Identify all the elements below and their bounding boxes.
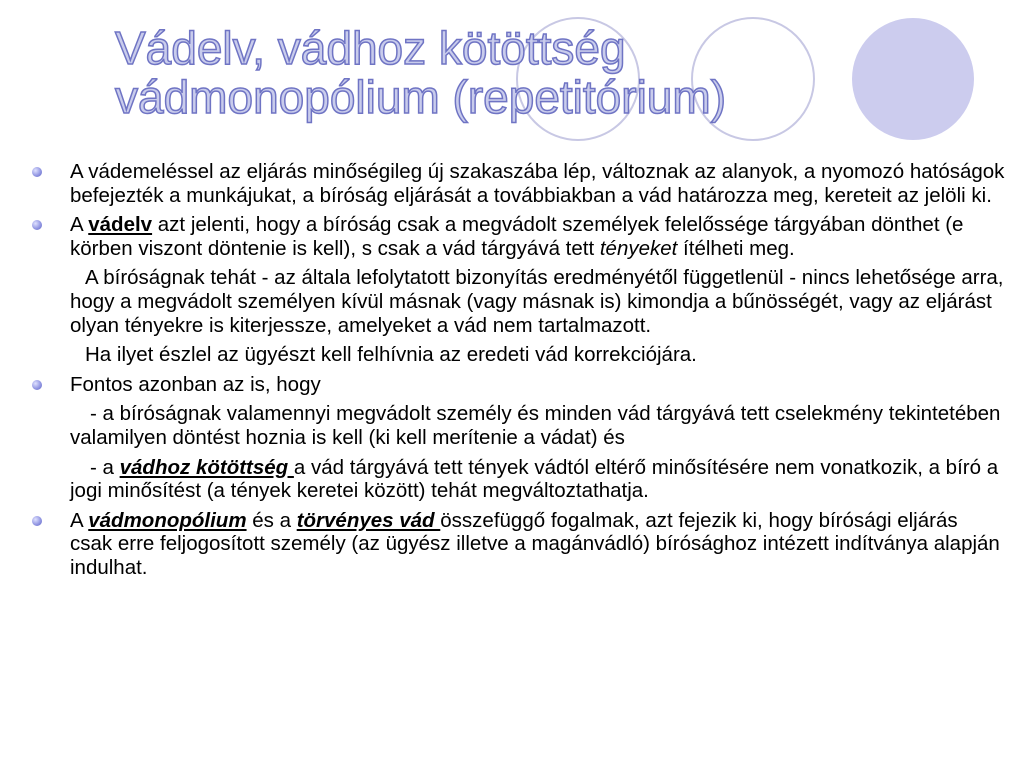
- bullet-paragraph-3: [30, 373, 1005, 397]
- text-run: ítélheti meg.: [677, 236, 795, 260]
- text-run: A: [70, 508, 89, 532]
- bullet-icon: [32, 516, 42, 526]
- continuation-paragraph-3: [30, 402, 1005, 449]
- term-vadmonopolium: vádmonopólium: [88, 508, 247, 532]
- slide-title: [115, 24, 726, 122]
- text-run: összefüggő fogalmak, azt fejezik ki, hogy bírósági eljárás csak erre feljogosított személy (az ügyész illetve a magánvádló) bírósághoz intézett indítványa alapján indulhat.: [70, 508, 1000, 579]
- bullet-paragraph-2: [30, 213, 1005, 260]
- term-tenyeket: tényeket: [599, 236, 678, 260]
- paragraph-text: A bíróságnak tehát - az általa lefolytatott bizonyítás eredményétől függetlenül - nincs lehetősége arra, hogy a megvádolt személyen kívül másnak (vagy másnak is) kimondja a bűnösségét, vagy az eljárást olyan tényekre is kiterjessze, amelyeket a vád nem tartalmazott.: [70, 266, 1004, 337]
- title-line-2: vádmonopólium (repetitórium): [115, 71, 727, 123]
- title-line-1: Vádelv, vádhoz kötöttség: [115, 22, 626, 74]
- paragraph-text: A vádemeléssel az eljárás minőségileg új szakaszába lép, változnak az alanyok, a nyomozó hatóságok befejezték a munkájukat, a bíróság eljárását a továbbiakban a vád határozza meg, kereteit az jelöli ki.: [70, 160, 1005, 207]
- bullet-icon: [32, 380, 42, 390]
- paragraph-text: Ha ilyet észlel az ügyészt kell felhívnia az eredeti vád korrekciójára.: [85, 343, 697, 367]
- bullet-paragraph-4: [30, 509, 1005, 580]
- text-run: A: [70, 213, 89, 237]
- bullet-paragraph-1: [30, 160, 1005, 207]
- bullet-icon: [32, 220, 42, 230]
- text-run: és a: [246, 508, 297, 532]
- continuation-paragraph-2: [30, 343, 1005, 367]
- continuation-paragraph-1: [30, 266, 1005, 337]
- term-torvenyes-vad: törvényes vád: [296, 508, 441, 532]
- paragraph-text: - a bíróságnak valamennyi megvádolt személy és minden vád tárgyává tett cselekmény tekintetében valamilyen döntést hoznia is kell (ki kell merítenie a vádat) és: [70, 402, 1001, 449]
- paragraph-text: Fontos azonban az is, hogy: [70, 372, 321, 396]
- bullet-icon: [32, 167, 42, 177]
- text-run: a vád tárgyává tett tények vádtól eltérő minősítésére nem vonatkozik, a bíró a jogi minősítést (a tények keretei között) tehát megváltoztathatja.: [70, 455, 999, 503]
- slide-body: [30, 160, 1005, 586]
- text-run: - a: [90, 455, 120, 479]
- text-run: azt jelenti, hogy a bíróság csak a megvádolt személyek felelőssége tárgyában dönthet (e körben viszont döntenie is kell), s csak a vád tárgyává tett: [70, 213, 964, 260]
- term-vadelv: vádelv: [88, 213, 153, 237]
- circle-3: [852, 18, 974, 140]
- continuation-paragraph-4: [30, 456, 1005, 503]
- term-vadhoz-kotottseg: vádhoz kötöttség: [119, 455, 294, 479]
